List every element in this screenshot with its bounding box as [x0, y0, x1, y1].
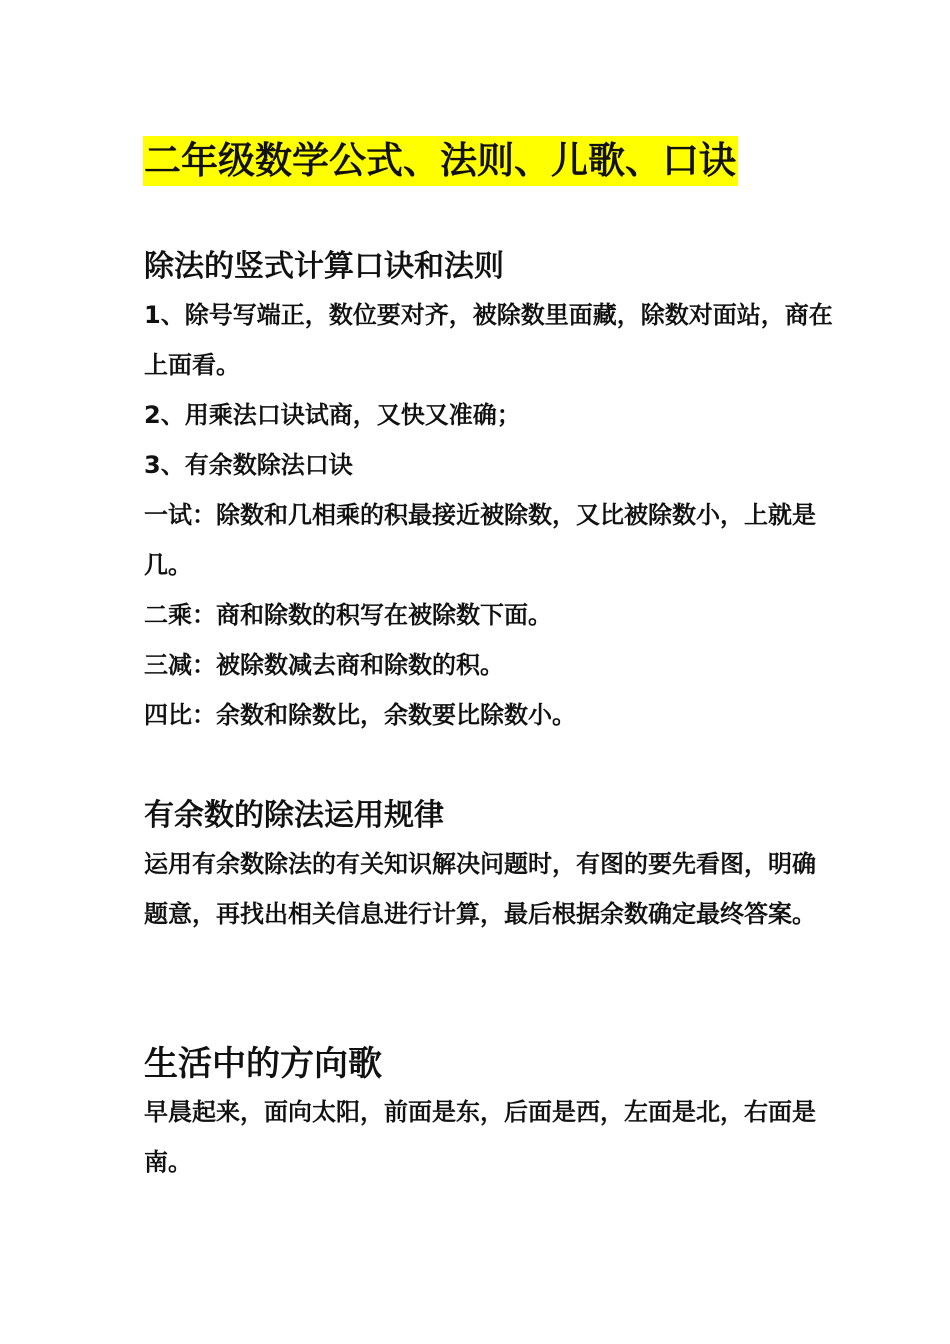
- paragraph: 三减：被除数减去商和除数的积。: [144, 651, 504, 679]
- paragraph: 一试：除数和几相乘的积最接近被除数，又比被除数小，上就是几。: [144, 501, 816, 579]
- paragraph: 1、除号写端正，数位要对齐，被除数里面藏，除数对面站，商在上面看。: [144, 301, 833, 379]
- paragraph: 四比：余数和除数比，余数要比除数小。: [144, 701, 576, 729]
- paragraph: 二乘：商和除数的积写在被除数下面。: [144, 601, 552, 629]
- document-title: 二年级数学公式、法则、儿歌、口诀: [143, 136, 738, 186]
- section-division-rules: [144, 246, 834, 740]
- paragraph: 3、有余数除法口诀: [144, 451, 353, 479]
- section-remainder-division: [144, 795, 834, 939]
- section-direction-song: [144, 1041, 834, 1187]
- paragraph: 2、用乘法口诀试商，又快又准确；: [144, 401, 521, 429]
- section-heading: 有余数的除法运用规律: [144, 798, 444, 833]
- section-heading: 除法的竖式计算口诀和法则: [144, 249, 504, 284]
- section-heading: 生活中的方向歌: [144, 1044, 382, 1084]
- paragraph: 早晨起来，面向太阳，前面是东，后面是西，左面是北，右面是南。: [144, 1098, 816, 1176]
- paragraph: 运用有余数除法的有关知识解决问题时，有图的要先看图，明确题意，再找出相关信息进行计算，最后根据余数确定最终答案。: [144, 850, 816, 928]
